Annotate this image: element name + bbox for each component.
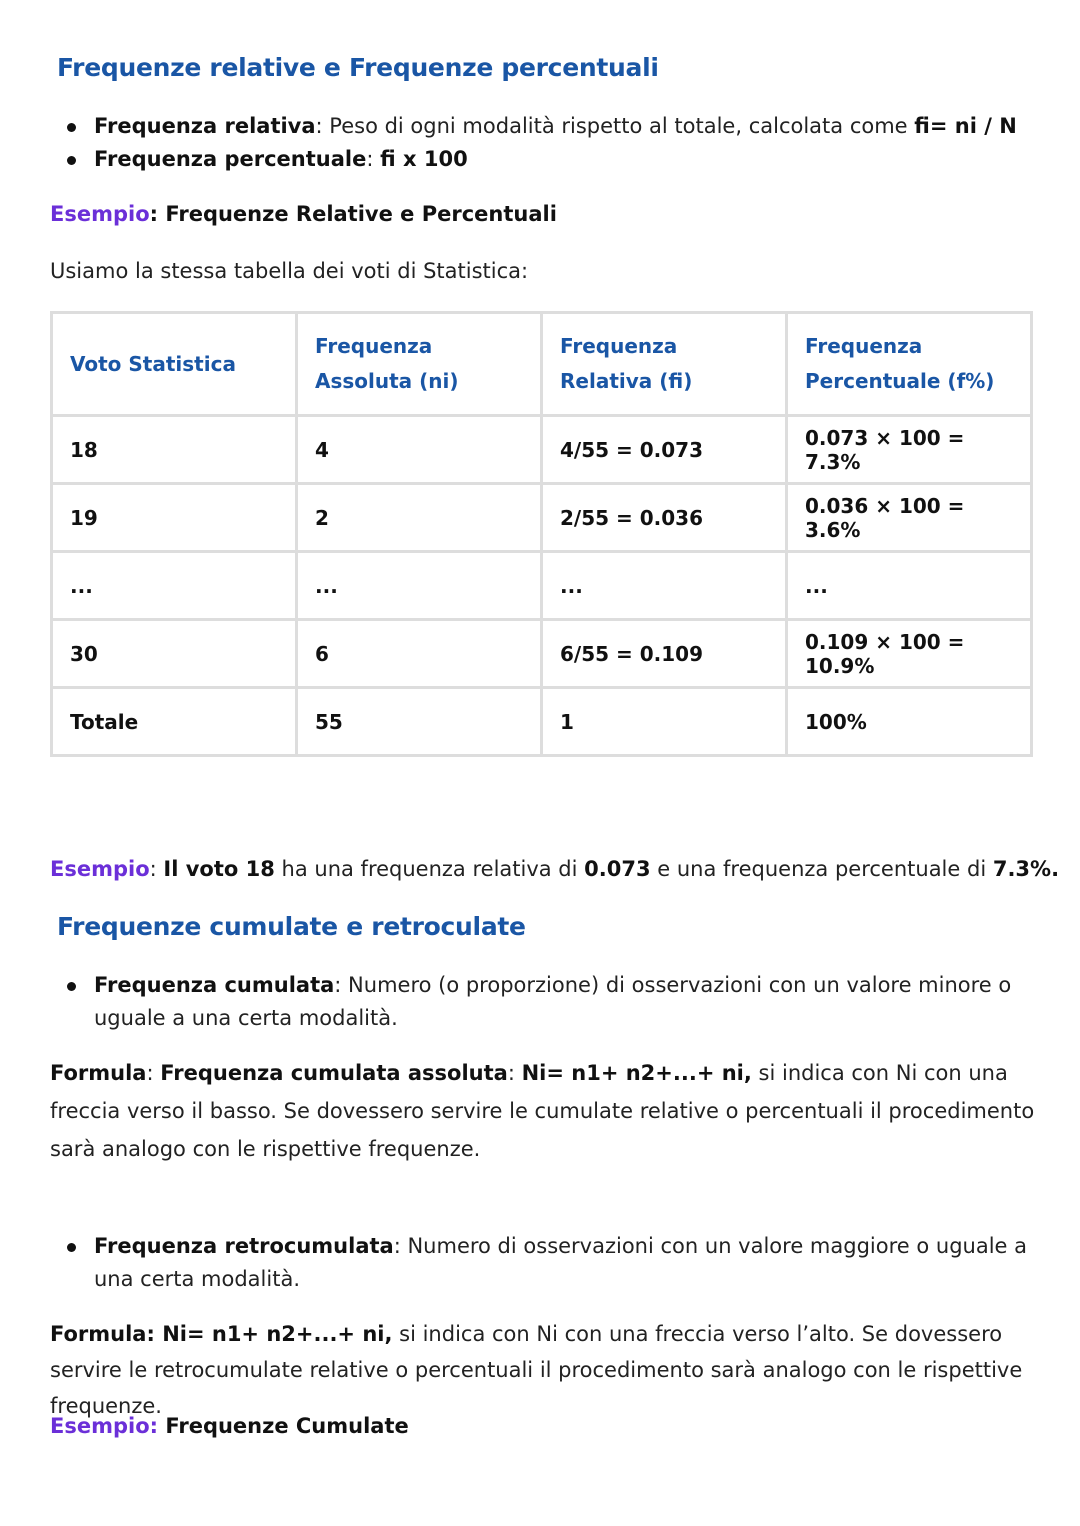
- table-cell: 4/55 = 0.073: [542, 416, 787, 484]
- table-row: [52, 620, 1032, 688]
- table-cell: 1: [542, 688, 787, 756]
- table-row: [52, 552, 1032, 620]
- formula-expression: Formula: Ni= n1+ n2+...+ ni,: [50, 1322, 393, 1346]
- table-cell: 2: [297, 484, 542, 552]
- term: Frequenza percentuale: [94, 147, 367, 171]
- table-cell: Totale: [52, 688, 297, 756]
- section-title-cumulative-frequencies: [57, 912, 526, 942]
- table-cell: ...: [52, 552, 297, 620]
- formula-cumulative: [50, 1054, 1035, 1168]
- definition-text: : Numero di osservazioni con un valore maggiore o uguale a una certa modalità.: [94, 1234, 1027, 1291]
- term: Frequenza cumulata: [94, 973, 335, 997]
- table-row: [52, 416, 1032, 484]
- table-cell: ...: [542, 552, 787, 620]
- table-row-total: [52, 688, 1032, 756]
- formula-name: Frequenza cumulata assoluta: [160, 1061, 508, 1085]
- definitions-list: [50, 110, 1040, 176]
- definition-text: : Numero (o proporzione) di osservazioni con un valore minore o uguale a una certa modalità.: [94, 973, 1012, 1030]
- table-cell: 2/55 = 0.036: [542, 484, 787, 552]
- formula-label: Formula: [50, 1061, 147, 1085]
- term: Frequenza retrocumulata: [94, 1234, 394, 1258]
- example-label: Esempio: [50, 202, 150, 226]
- section-title-text: Frequenze cumulate e retroculate: [57, 912, 526, 941]
- emphasis-value: 0.073: [584, 857, 651, 881]
- table-cell: 100%: [787, 688, 1032, 756]
- example-label: Esempio: [50, 857, 150, 881]
- cumulative-definition-list: [50, 969, 1035, 1035]
- formula-expression: Ni= n1+ n2+...+ ni,: [521, 1061, 752, 1085]
- text-fragment: :: [507, 1061, 522, 1085]
- formula: fi x 100: [380, 147, 468, 171]
- table-intro: Usiamo la stessa tabella dei voti di Statistica:: [50, 259, 529, 283]
- table-cell: ...: [297, 552, 542, 620]
- example-heading-1: [50, 196, 557, 232]
- definition-text: : Peso di ogni modalità rispetto al totale, calcolata come: [315, 114, 915, 138]
- list-item-relative-frequency: [50, 110, 1040, 143]
- table-cell: 18: [52, 416, 297, 484]
- table-cell: 4: [297, 416, 542, 484]
- table-cell: 30: [52, 620, 297, 688]
- table-cell: 6/55 = 0.109: [542, 620, 787, 688]
- term: Frequenza relativa: [94, 114, 316, 138]
- formula-text: si indica con Ni con una freccia verso il basso. Se dovessero servire le cumulate relative o percentuali il procedimento sarà analogo con le rispettive frequenze.: [50, 1061, 1035, 1161]
- table-row: [52, 484, 1032, 552]
- example-title: Frequenze Cumulate: [158, 1414, 409, 1438]
- table-cell: 0.073 × 100 = 7.3%: [787, 416, 1032, 484]
- text-fragment: ha una frequenza relativa di: [274, 857, 585, 881]
- text-fragment: :: [149, 857, 164, 881]
- column-header-percent: Frequenza Percentuale (f%): [787, 313, 1032, 416]
- list-item-cumulative-frequency: [50, 969, 1035, 1035]
- table-cell: ...: [787, 552, 1032, 620]
- table-cell: 55: [297, 688, 542, 756]
- example-label: Esempio:: [50, 1414, 159, 1438]
- table-cell: 6: [297, 620, 542, 688]
- list-item-percent-frequency: [50, 143, 1040, 176]
- table-cell: 19: [52, 484, 297, 552]
- text-fragment: e una frequenza percentuale di: [650, 857, 993, 881]
- table-cell: 0.109 × 100 = 10.9%: [787, 620, 1032, 688]
- text-fragment: :: [146, 1061, 161, 1085]
- column-header-voto: Voto Statistica: [52, 313, 297, 416]
- table-cell: 0.036 × 100 = 3.6%: [787, 484, 1032, 552]
- example-sentence: [50, 851, 1059, 887]
- example-title: : Frequenze Relative e Percentuali: [149, 202, 557, 226]
- frequency-table: [50, 311, 1033, 757]
- emphasis-value: 7.3%.: [992, 857, 1060, 881]
- example-heading-2: [50, 1408, 409, 1444]
- definition-text: :: [366, 147, 381, 171]
- section-title-text: Frequenze relative e Frequenze percentuali: [57, 53, 659, 82]
- emphasis: Il voto 18: [163, 857, 275, 881]
- list-item-retrocumulative-frequency: [50, 1230, 1035, 1296]
- table-header-row: [52, 313, 1032, 416]
- retrocumulative-definition-list: [50, 1230, 1035, 1296]
- column-header-relative: Frequenza Relativa (fi): [542, 313, 787, 416]
- section-title-relative-frequencies: [57, 53, 659, 83]
- formula: fi= ni / N: [914, 114, 1017, 138]
- column-header-absolute: Frequenza Assoluta (ni): [297, 313, 542, 416]
- formula-text: si indica con Ni con una freccia verso l’alto. Se dovessero servire le retrocumulate relative o percentuali il procedimento sarà analogo con le rispettive frequenze.: [50, 1322, 1023, 1418]
